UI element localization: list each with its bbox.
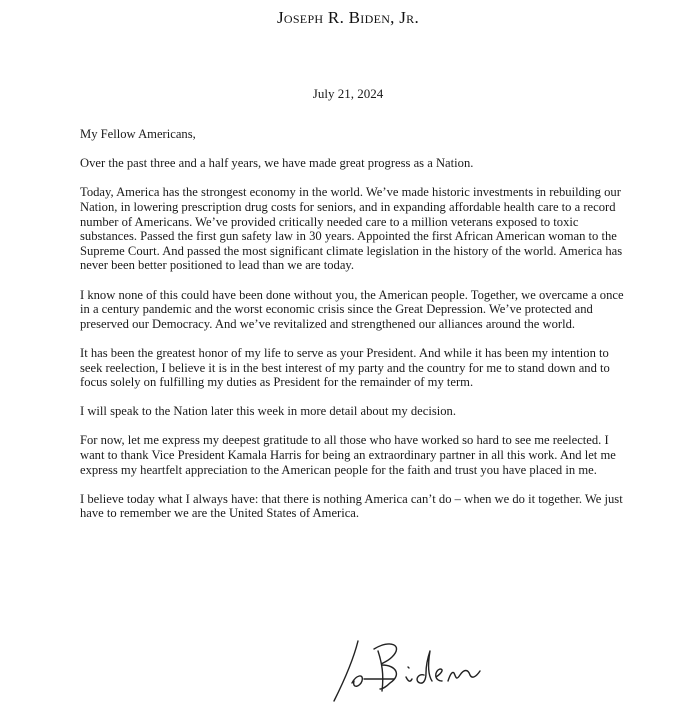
paragraph-2: Today, America has the strongest economy in the world. We’ve made historic investments in rebuilding our Nation, in lowering prescription drug costs for seniors, and in expanding affordable health care to a record number of Americans. We’ve provided critically needed care to a million veterans exposed to toxic substances. Passed the first gun safety law in 30 years. Appointed the first African American woman to the Supreme Court. And passed the most significant climate legislation in the history of the world. America has never been better positioned to lead than we are today. (80, 185, 623, 273)
paragraph-7: I believe today what I always have: that there is nothing America can’t do – when we do it together. We just have to remember we are the United States of America. (80, 491, 623, 521)
paragraph-4: It has been the greatest honor of my life to serve as your President. And while it has been my intention to seek reelection, I believe it is in the best interest of my party and the country for me to stand down and to focus solely on fulfilling my duties as President for the remainder of my term. (80, 345, 610, 390)
letter-date: July 21, 2024 (312, 86, 384, 101)
salutation: My Fellow Americans, (80, 127, 196, 141)
paragraph-5: I will speak to the Nation later this week in more detail about my decision. (80, 404, 456, 419)
paragraph-3: I know none of this could have been done without you, the American people. Together, we overcame a once in a century pandemic and the worst economic crisis since the Great Depression. We’ve protected and preserved our Democracy. And we’ve revitalized and strengthened our alliances around the world. (80, 287, 624, 331)
letterhead: Joseph R. Biden, Jr. (276, 8, 420, 27)
paragraph-1: Over the past three and a half years, we have made great progress as a Nation. (80, 156, 474, 171)
signature-icon (324, 635, 504, 705)
letter-body (80, 127, 625, 536)
paragraph-6: For now, let me express my deepest gratitude to all those who have worked so hard to see me reelected. I want to thank Vice President Kamala Harris for being an extraordinary partner in all this work. And let me express my heartfelt appreciation to the American people for the faith and trust you have placed in me. (80, 433, 616, 477)
signature-text: Joe Biden (324, 635, 328, 636)
